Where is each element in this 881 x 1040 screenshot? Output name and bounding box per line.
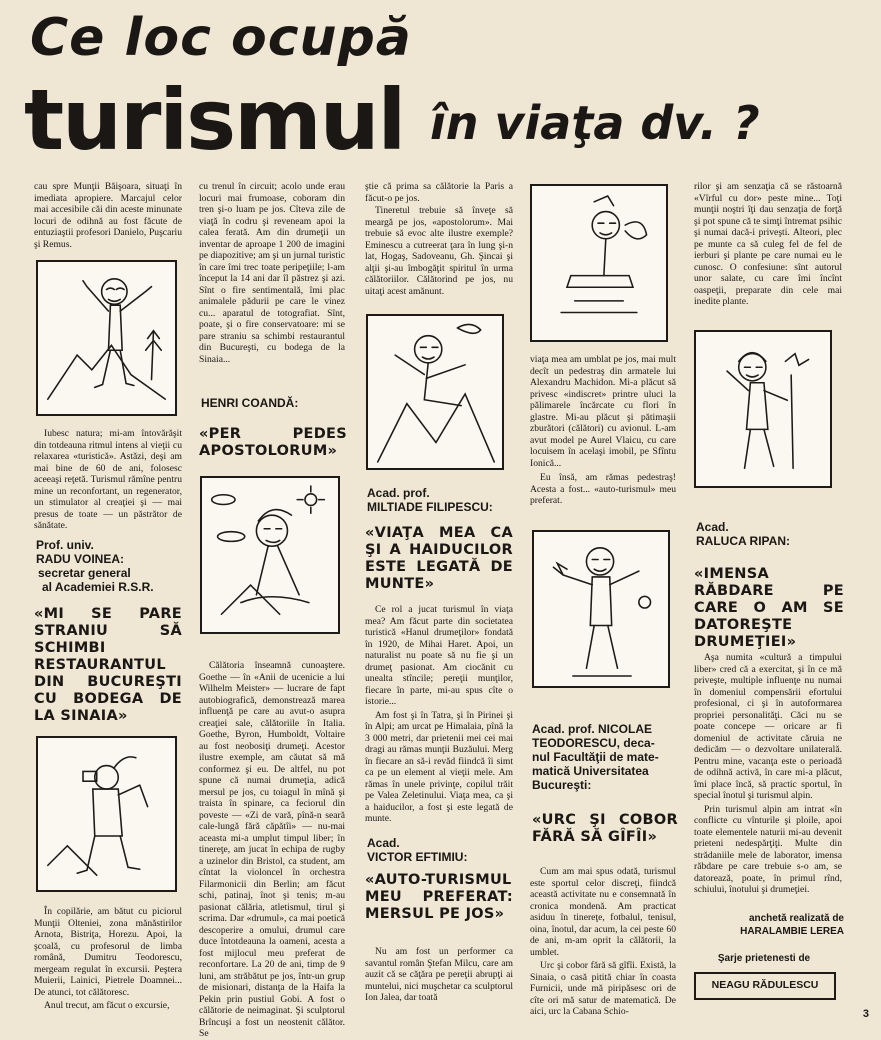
caricature-radu-voinea bbox=[36, 260, 177, 416]
col3-p2-text: Tineretul trebuie să înveţe să meargă pe jos, «apostolorum». Mai trebuie să evoc alte ilustre exemple? Eminescu a cutreerat ţara în lung şi-n lat, Hogaş, Sadoveanu, Gh. Şincai şi alţii şi-au îmbogăţit spiritul în urma călătoriilor. Călătorind pe jos, nu uitaţi acest amănunt. bbox=[365, 205, 513, 297]
byline-miltiade-filipescu bbox=[367, 486, 515, 514]
col4-p3-text: Cum am mai spus odată, turismul este sportul celor discreţi, fiindcă această activitate nu e consemnată în cronica mondenă. Am practicat asiduu în tinereţe, fotbalul, tenisul, oina, înotul, dar acum, la cei peste 60 de ani, m-am oprit la călătorii, la umblet. bbox=[530, 866, 676, 958]
byline-line: RADU VOINEA: bbox=[36, 552, 125, 566]
heading-victor-eftimiu: «AUTO-TURISMUL MEU PREFERAT: MERSUL PE JOS» bbox=[365, 872, 513, 922]
caricature-climber-on-rock bbox=[368, 316, 502, 468]
caricature-raluca-ripan bbox=[694, 330, 832, 488]
byline-line: TEODORESCU, deca- bbox=[532, 736, 655, 750]
caricature-victor-eftimiu bbox=[530, 184, 668, 342]
caricature-nicolae-teodorescu bbox=[532, 530, 670, 688]
caricature-miltiade-filipescu bbox=[366, 314, 504, 470]
col4-p1-text: viaţa mea am umblat pe jos, mai mult decît un pedestraş din armatele lui Alexandru Machidon. Mi-a plăcut să privesc «indiscret» printre uluci la pălimarele încărcate cu flori în glastre. Mi-au plăcut şi pătimaşii zburători (călători) cu avionul. L-am avut model pe Aurel Vlaicu, cu care locuisem în acelaşi imobil, pe Sfîntu Ionică... bbox=[530, 354, 676, 469]
byline-line: Acad. prof. bbox=[367, 486, 430, 500]
col4-p2-text: Eu însă, am rămas pedestraş! Acesta a fost... «auto-turismul» meu preferat. bbox=[530, 472, 676, 506]
col3-paragraph-3 bbox=[365, 604, 513, 824]
col3-p4-text: Am fost şi în Tatra, şi în Pirinei şi în Alpi; am urcat pe Himalaia, pînă la 3 000 metri, dar prietenii mei cei mai dragi au rămas munţii Buzăului. Merg în fiecare an să-i revăd fiindcă îi simt ca pe un element al vieţii mele. Am rămas în unele privinţe, copilul trăit pe Valea Zeletinului. Viaţa mea, ca şi a haiducilor, a fost şi este legată de munte. bbox=[365, 709, 513, 824]
col3-p5-text: Nu am fost un performer ca savantul român Ştefan Milcu, care am auzit că se căţăra pe pereţii abrupţi ai muntelui, nici muşchetar ca sculptorul Ion Jalea, dar toată bbox=[365, 946, 513, 1003]
byline-line: VICTOR EFTIMIU: bbox=[367, 850, 468, 864]
col5-paragraph-2 bbox=[694, 652, 842, 894]
col3-paragraph-5 bbox=[365, 946, 513, 1014]
col1-p2-text: Iubesc natura; mi-am întovărăşit din totdeauna ritmul intens al vieţii cu relaxarea «turistică». Astăzi, deşi am mai bine de 60 de ani, folosesc aceeaşi reţetă. Turismul rămîne pentru mine un reconfortant, un regenerator, un stimulator al creaţiei şi — mai presus de toate — un păstrător de sănătate. bbox=[34, 428, 182, 531]
title-line-3: în viaţa dv. ? bbox=[430, 96, 760, 150]
col3-intro-text: ştie că prima sa călătorie la Paris a făcut-o pe jos. bbox=[365, 181, 513, 204]
col1-p4-text: Anul trecut, am făcut o excursie, bbox=[44, 1000, 170, 1011]
credit-line: HARALAMBIE LEREA bbox=[740, 926, 844, 937]
col2-intro bbox=[199, 181, 345, 365]
caricature-hiker-with-arms-raised bbox=[38, 262, 175, 414]
credit-caricatures: Şarje prietenesti de bbox=[717, 953, 811, 964]
byline-henri-coanda: HENRI COANDĂ: bbox=[201, 396, 299, 410]
col4-paragraph-1 bbox=[530, 354, 676, 470]
caricature-writer-on-pedestal bbox=[532, 186, 666, 340]
page-number: 3 bbox=[862, 1008, 869, 1020]
byline-line: secretar general bbox=[38, 566, 131, 580]
byline-line: al Academiei R.S.R. bbox=[42, 580, 154, 594]
byline-line: Acad. bbox=[696, 520, 729, 534]
col1-paragraph-3 bbox=[34, 906, 182, 1014]
heading-miltiade-filipescu: «VIAŢA MEA CA ŞI A HAIDUCILOR ESTE LEGATĂ DE MUNTE» bbox=[365, 525, 513, 592]
byline-line: RALUCA RIPAN: bbox=[696, 534, 790, 548]
byline-line: Acad. prof. NICOLAE bbox=[532, 722, 653, 736]
caricature-henri-coanda bbox=[200, 476, 340, 634]
title-line-1: Ce loc ocupă bbox=[30, 8, 412, 68]
byline-victor-eftimiu bbox=[367, 836, 515, 864]
col2-p2-text: Călătoria înseamnă cunoaştere. Goethe — în «Anii de ucenicie a lui Wilhelm Meister» — lucrare de fapt autobiografică, demonstrează marea influenţă pe care au avut-o asupra creaţiei sale, călătoriile în Italia. Goethe, Byron, Humboldt, Voltaire au fost neobosiţi drumeţi. Acestor ilustre exemple, am căutat să mă conformez şi eu. De altfel, nu pot spune că numai drumeţia, adică mersul pe jos, cu toiagul în mînă şi traista în spinare, ca feciorul din poveste — «Zi de vară, pînă-n seară cale-lungă fără căpătîi» — nu-mai aceasta mi-a umplut timpul liber; în tinereţe, am jucat în echipa de rugby a uzinelor din Bristol, ca student, am cîntat la violoncel în orchestra Filarmonicii din Berlin; am făcut schi, patinaj, înot şi tenis; m-au pasionat călăria, atletismul, tirul şi scrima. Dar «drumul», ca mai poetică descoperire a omului, drumul care duce întotdeauna la oameni, acesta a fost mijlocul meu preferat de reconfortare. La 20 de ani, timp de 9 luni, am străbătut pe jos, într-un grup de misionari, distanţa de la Haifa la Pekin prin pustiul Gobi. A fost o călătorie de neimaginat. Şi sculptorul Brîncuşi a fost un neostenit călător. Se bbox=[199, 660, 345, 1039]
col4-p4-text: Urc şi cobor fără să gîfîi. Există, la Sinaia, o casă pitită chiar în coasta Furnicii, unde mă piripăsesc ori de cîte ori mă satur de matematică. De aici, urc la Cabana Schio- bbox=[530, 960, 676, 1017]
byline-nicolae-teodorescu bbox=[532, 722, 682, 792]
col2-paragraph-2 bbox=[199, 660, 345, 1039]
heading-raluca-ripan: «IMENSA RĂBDARE PE CARE O AM SE DATOREŞTE DRUMEŢIEI» bbox=[694, 566, 844, 650]
byline-line: nul Facultăţii de mate- bbox=[532, 750, 659, 764]
caricature-hiker-with-stick bbox=[696, 332, 830, 486]
col5-p2-text: Aşa numita «cultură a timpului liber» cred că a exercitat, şi în ce mă priveşte, multiple influenţe nu numai în domeniul compensării efortului profesional, ci şi în autoformarea propriei personalităţi. Căci nu se poate concepe — oricare ar fi domeniul de activitate căruia ne dedicăm — o dezvoltare unilaterală. Pentru mine, vacanţa este o perioadă de odihnă activă, în care mi-a plăcut, îmi place încă, să practic sportul, în special înotul şi turismul alpin. bbox=[694, 652, 842, 801]
col1-intro-text: cau spre Munţii Băişoara, situaţi în imediata apropiere. Marcajul celor mai accesibile căi din aceste minunate locuri de odihnă au fost făcute de entuziaştii profesori Danielo, Puşcariu şi Remus. bbox=[34, 181, 182, 250]
col4-paragraph-2 bbox=[530, 472, 676, 512]
col1-paragraph-2 bbox=[34, 428, 182, 531]
caricature-aviator-with-airships bbox=[202, 478, 338, 632]
col2-intro-text: cu trenul în circuit; acolo unde erau locuri mai frumoase, coboram din tren şi-o luam pe jos. Cîteva zile de viaţă în codru şi reveneam apoi la calea ferată. Am din drumeţii un inventar de aproape 1 200 de imagini pe diapozitive; am şi un jurnal turistic în care îmi trec toate peripeţiile; l-am început la 14 ani dar îl păstrez şi azi. Sînt o fire sentimentală, îmi plac animalele pădurii pe care le vinez cu... aparatul de totografiat. Sînt, poate, şi o fire conservatoare: mi se pare straniu sa schimbi restaurantul din Bucureşti, cu bodega de la Sinaia... bbox=[199, 181, 345, 365]
col5-intro bbox=[694, 181, 842, 315]
heading-henri-coanda: «PER PEDES APOSTOLORUM» bbox=[199, 426, 347, 459]
caricature-photographer-with-camera bbox=[38, 738, 175, 890]
col5-intro-text: rilor şi am senzaţia că se răstoarnă «Vîrful cu dor» peste mine... Toţi munţii noştri îţi dau senzaţia de forţă şi pot spune că te simţi întremat psihic şi numai dacă-i priveşti. Alteori, plec pe munte ca să culeg fel de fel de ierburi şi plante pe care numai eu le cunosc. O confesiune: sînt autorul unor salate, cu care îmi încînt oaspeţii, preparate din cele mai inedite plante. bbox=[694, 181, 842, 307]
credit-line: anchetă realizată de bbox=[748, 913, 844, 924]
heading-nicolae-teodorescu: «URC ŞI COBOR FĂRĂ SĂ GÎFÎI» bbox=[532, 812, 678, 845]
credit-survey bbox=[694, 912, 844, 938]
heading-radu-voinea: «MI SE PARE STRANIU SĂ SCHIMBI RESTAURANTUL DIN BUCUREŞTI CU BODEGA DE LA SINAIA» bbox=[34, 606, 182, 724]
col4-paragraph-3 bbox=[530, 866, 676, 1017]
col1-intro bbox=[34, 181, 182, 251]
col3-intro bbox=[365, 181, 513, 205]
byline-radu-voinea bbox=[34, 538, 184, 594]
artist-name-box: NEAGU RĂDULESCU bbox=[694, 972, 836, 1000]
col3-paragraph-2 bbox=[365, 205, 513, 305]
caricature-photographer bbox=[36, 736, 177, 892]
byline-line: MILTIADE FILIPESCU: bbox=[367, 500, 493, 514]
col5-p3-text: Prin turismul alpin am intrat «în conflicte cu vînturile şi ploile, apoi toate elementele naturii mi-au devenit prieteni nedespărţiţi. Multe din strădaniile mele de laborator, imensa răbdare pe care trebuie s-o am, se datorează, poate, în primul rînd, schiului, înotului şi drumeţiei. bbox=[694, 803, 842, 895]
col1-p3-text: În copilărie, am bătut cu piciorul Munţii Olteniei, zona mănăstirilor Arnota, Bistriţa, Horezu. Apoi, la şcoală, cu profesorul de limba română, Dumitru Teodorescu, mergeam regulat în excursii. Peştera Muierii, Lainici, Pietrele Doamnei... De atunci, tot călătoresc. bbox=[34, 906, 182, 998]
byline-line: Prof. univ. bbox=[36, 538, 94, 552]
byline-line: matică Universitatea bbox=[532, 764, 649, 778]
byline-line: Acad. bbox=[367, 836, 400, 850]
title-line-2: turismul bbox=[24, 71, 405, 169]
byline-raluca-ripan bbox=[696, 520, 844, 548]
caricature-hiker-with-flowers bbox=[534, 532, 668, 686]
byline-line: Bucureşti: bbox=[532, 778, 592, 792]
col3-p3-text: Ce rol a jucat turismul în viaţa mea? Am făcut parte din societatea turistică «Hanul drumeţilor» fondată în 1920, de Mihai Haret. Apoi, un naturalist nu poate să nu fie şi un drumeţ pasionat. Am ciocănit cu unealta stîncile; pereţii munţilor, fiecare în parte, mi-au spus cîte o istorie... bbox=[365, 604, 513, 707]
